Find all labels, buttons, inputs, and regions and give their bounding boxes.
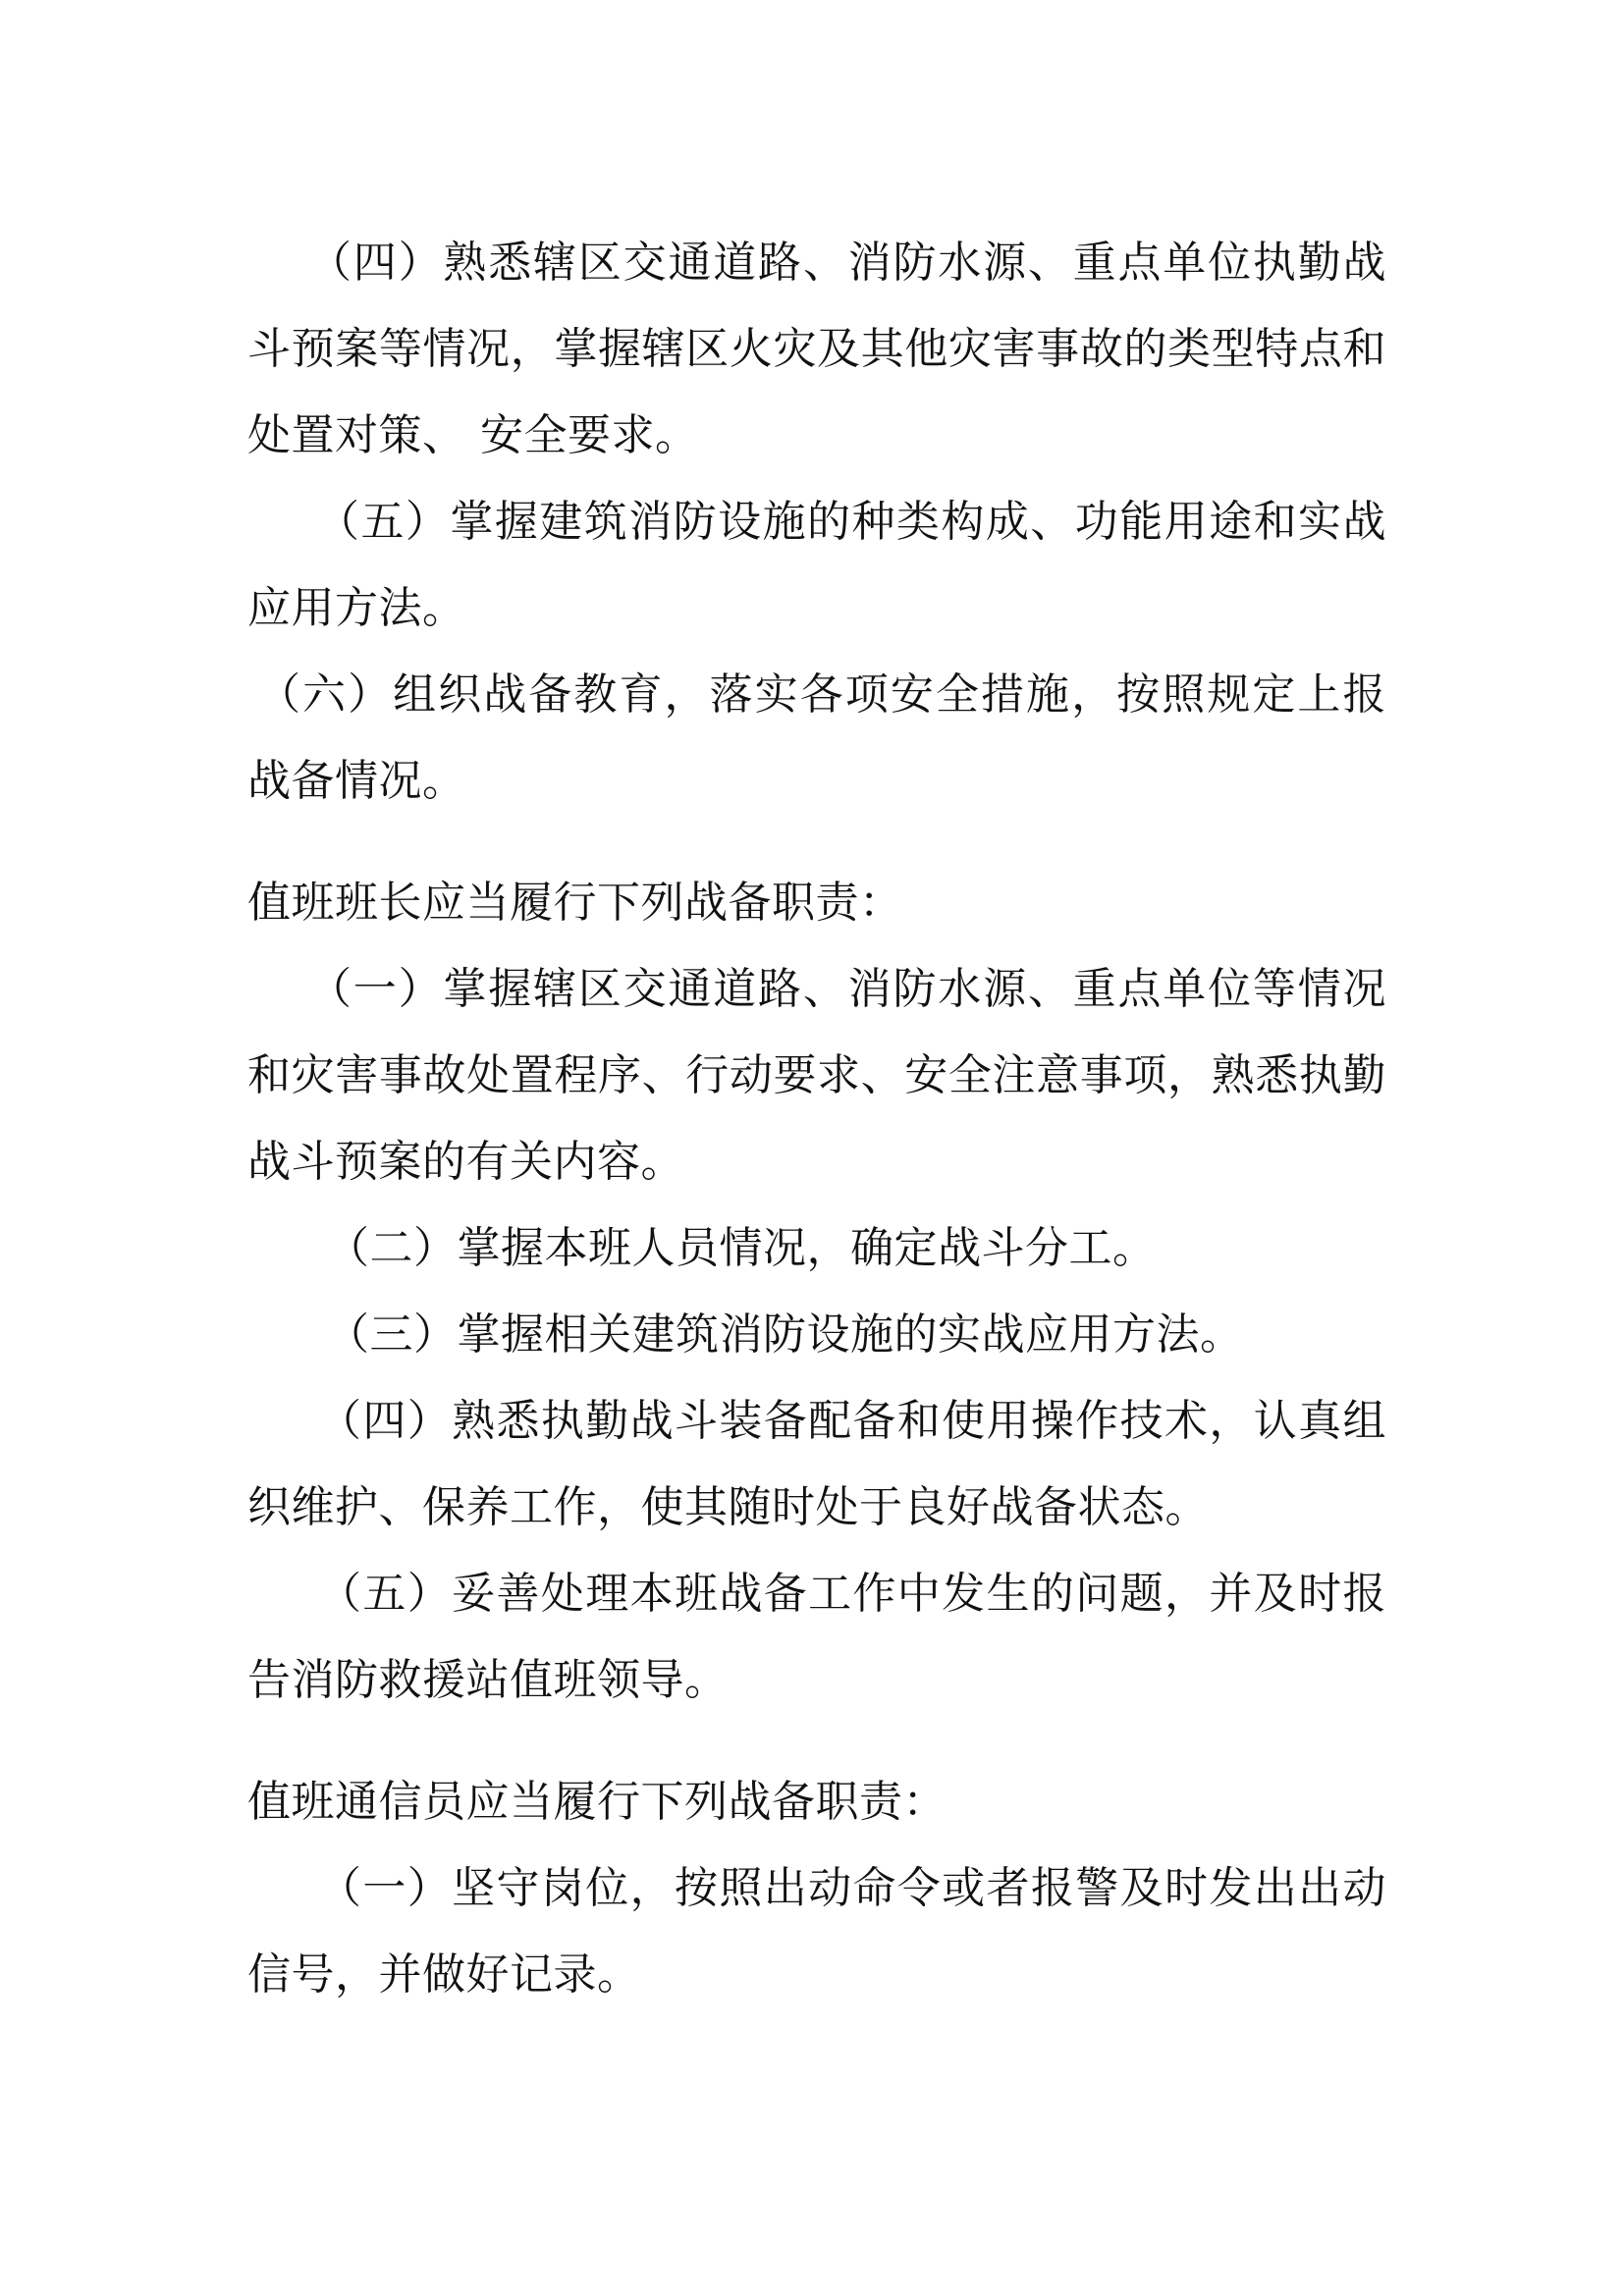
leader-duty-4: （四）熟悉辖区交通道路、消防水源、重点单位执勤战斗预案等情况，掌握辖区火灾及其他灾害事故的类型特点和处置对策、 安全要求。 [247,238,1386,460]
leader-duty-5: （五）掌握建筑消防设施的种类构成、功能用途和实战应用方法。 [247,497,1386,633]
communicator-duty-1: （一）坚守岗位，按照出动命令或者报警及时发出出动信号，并做好记录。 [247,1863,1386,2000]
squad-leader-heading: 值班班长应当履行下列战备职责： [247,878,903,928]
squad-leader-duty-2: （二）掌握本班人员情况，确定战斗分工。 [326,1223,1157,1273]
squad-leader-duty-4: （四）熟悉执勤战斗装备配备和使用操作技术，认真组织维护、保养工作，使其随时处于良好战备状态。 [247,1396,1386,1532]
squad-leader-duty-5: （五）妥善处理本班战备工作中发生的问题，并及时报告消防救援站值班领导。 [247,1569,1386,1705]
squad-leader-duty-1: （一）掌握辖区交通道路、消防水源、重点单位等情况和灾害事故处置程序、行动要求、安全注意事项，熟悉执勤战斗预案的有关内容。 [247,964,1386,1187]
communicator-heading: 值班通信员应当履行下列战备职责： [247,1777,947,1827]
leader-duty-6: （六）组织战备教育，落实各项安全措施，按照规定上报战备情况。 [247,669,1386,806]
squad-leader-duty-3: （三）掌握相关建筑消防设施的实战应用方法。 [326,1309,1244,1360]
